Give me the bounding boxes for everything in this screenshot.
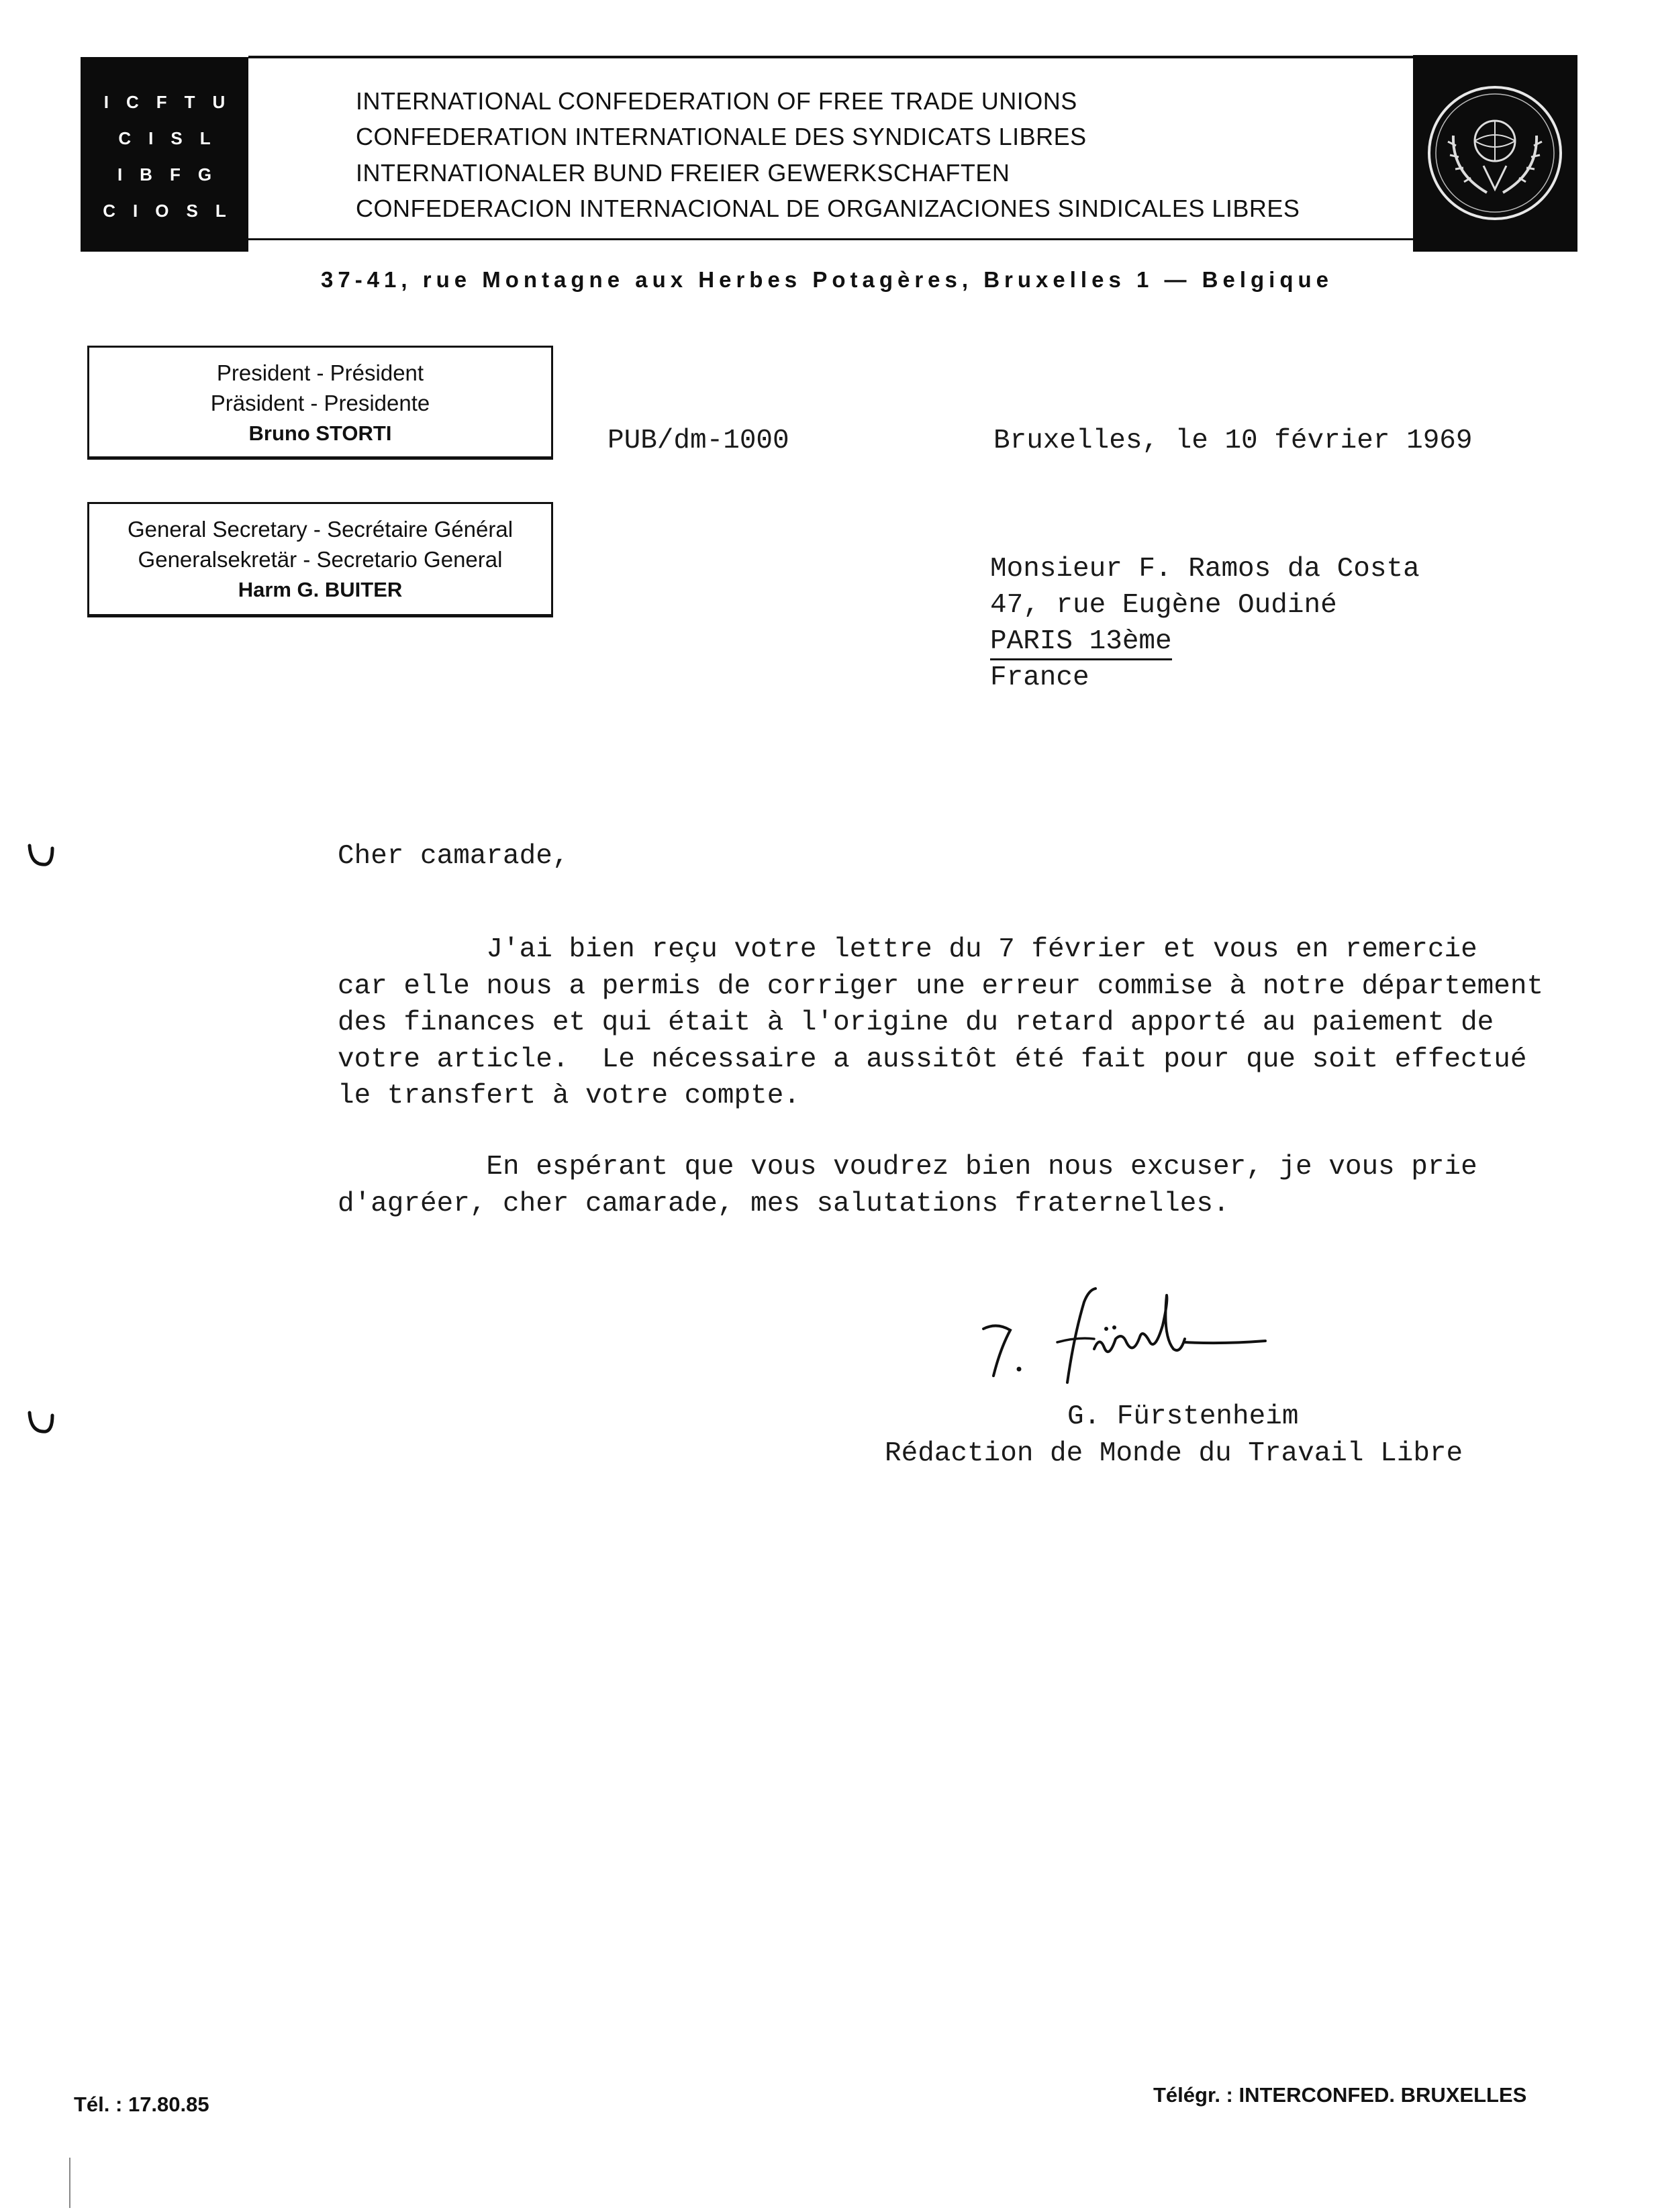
footer-phone: Tél. : 17.80.85	[74, 2093, 209, 2116]
letterhead-bottom-rule	[248, 238, 1416, 240]
body-paragraph-1	[338, 932, 1579, 1115]
paragraph-1-line: votre article. Le nécessaire a aussitôt été fait pour que soit effectué	[338, 1044, 1527, 1075]
acronym-icftu: ICFTU	[103, 92, 243, 112]
general-secretary-title-line2: Generalsekretär - Secretario General	[138, 547, 503, 572]
salutation: Cher camarade,	[338, 841, 569, 872]
general-secretary-title-line1: General Secretary - Secrétaire Général	[127, 517, 514, 542]
paragraph-1-line: des finances et qui était à l'origine du retard apporté au paiement de	[338, 1007, 1494, 1038]
paragraph-2-line: En espérant que vous voudrez bien nous excuser, je vous prie	[338, 1152, 1477, 1183]
margin-edge-line	[69, 2158, 70, 2208]
globe-and-wreath-emblem-icon	[1413, 55, 1577, 252]
signer-title: Rédaction de Monde du Travail Libre	[885, 1438, 1463, 1469]
handwritten-signature	[967, 1275, 1282, 1389]
body-paragraph-2	[338, 1149, 1579, 1222]
recipient-name: Monsieur F. Ramos da Costa	[990, 554, 1420, 585]
margin-mark-icon	[26, 1406, 59, 1440]
president-title-line1: President - Président	[216, 360, 424, 385]
recipient-city-text: PARIS 13ème	[990, 626, 1172, 660]
reference-number: PUB/dm-1000	[607, 425, 789, 456]
acronym-block	[81, 57, 248, 252]
acronym-ciosl: CIOSL	[103, 201, 244, 221]
letter-date: Bruxelles, le 10 février 1969	[993, 425, 1473, 456]
emblem-block	[1413, 55, 1577, 252]
president-name: Bruno STORTI	[248, 421, 392, 445]
general-secretary-box	[87, 502, 553, 617]
recipient-city	[990, 626, 1172, 657]
general-secretary-name: Harm G. BUITER	[238, 578, 403, 601]
letterhead-top-rule	[248, 56, 1416, 58]
acronym-cisl: CISL	[118, 128, 228, 148]
acronym-ibfg: IBFG	[117, 164, 230, 185]
signer-name: G. Fürstenheim	[1067, 1401, 1299, 1432]
org-name-spanish: CONFEDERACION INTERNACIONAL DE ORGANIZACIONES SINDICALES LIBRES	[356, 195, 1300, 222]
footer-telegram: Télégr. : INTERCONFED. BRUXELLES	[1153, 2083, 1527, 2107]
paragraph-2-line: d'agréer, cher camarade, mes salutations fraternelles.	[338, 1188, 1230, 1219]
org-name-english: INTERNATIONAL CONFEDERATION OF FREE TRADE UNIONS	[356, 87, 1077, 115]
president-title-line2: Präsident - Presidente	[210, 391, 430, 415]
organization-address: 37-41, rue Montagne aux Herbes Potagères, Bruxelles 1 — Belgique	[320, 267, 1334, 292]
paragraph-1-line: le transfert à votre compte.	[338, 1080, 800, 1111]
paragraph-1-line: J'ai bien reçu votre lettre du 7 février et vous en remercie	[338, 934, 1477, 965]
president-box	[87, 346, 553, 460]
margin-mark-icon	[26, 839, 59, 872]
org-name-french: CONFEDERATION INTERNATIONALE DES SYNDICATS LIBRES	[356, 123, 1087, 150]
recipient-street: 47, rue Eugène Oudiné	[990, 590, 1337, 621]
recipient-country: France	[990, 662, 1089, 693]
org-name-german: INTERNATIONALER BUND FREIER GEWERKSCHAFTEN	[356, 159, 1010, 187]
paragraph-1-line: car elle nous a permis de corriger une erreur commise à notre département	[338, 970, 1544, 1002]
